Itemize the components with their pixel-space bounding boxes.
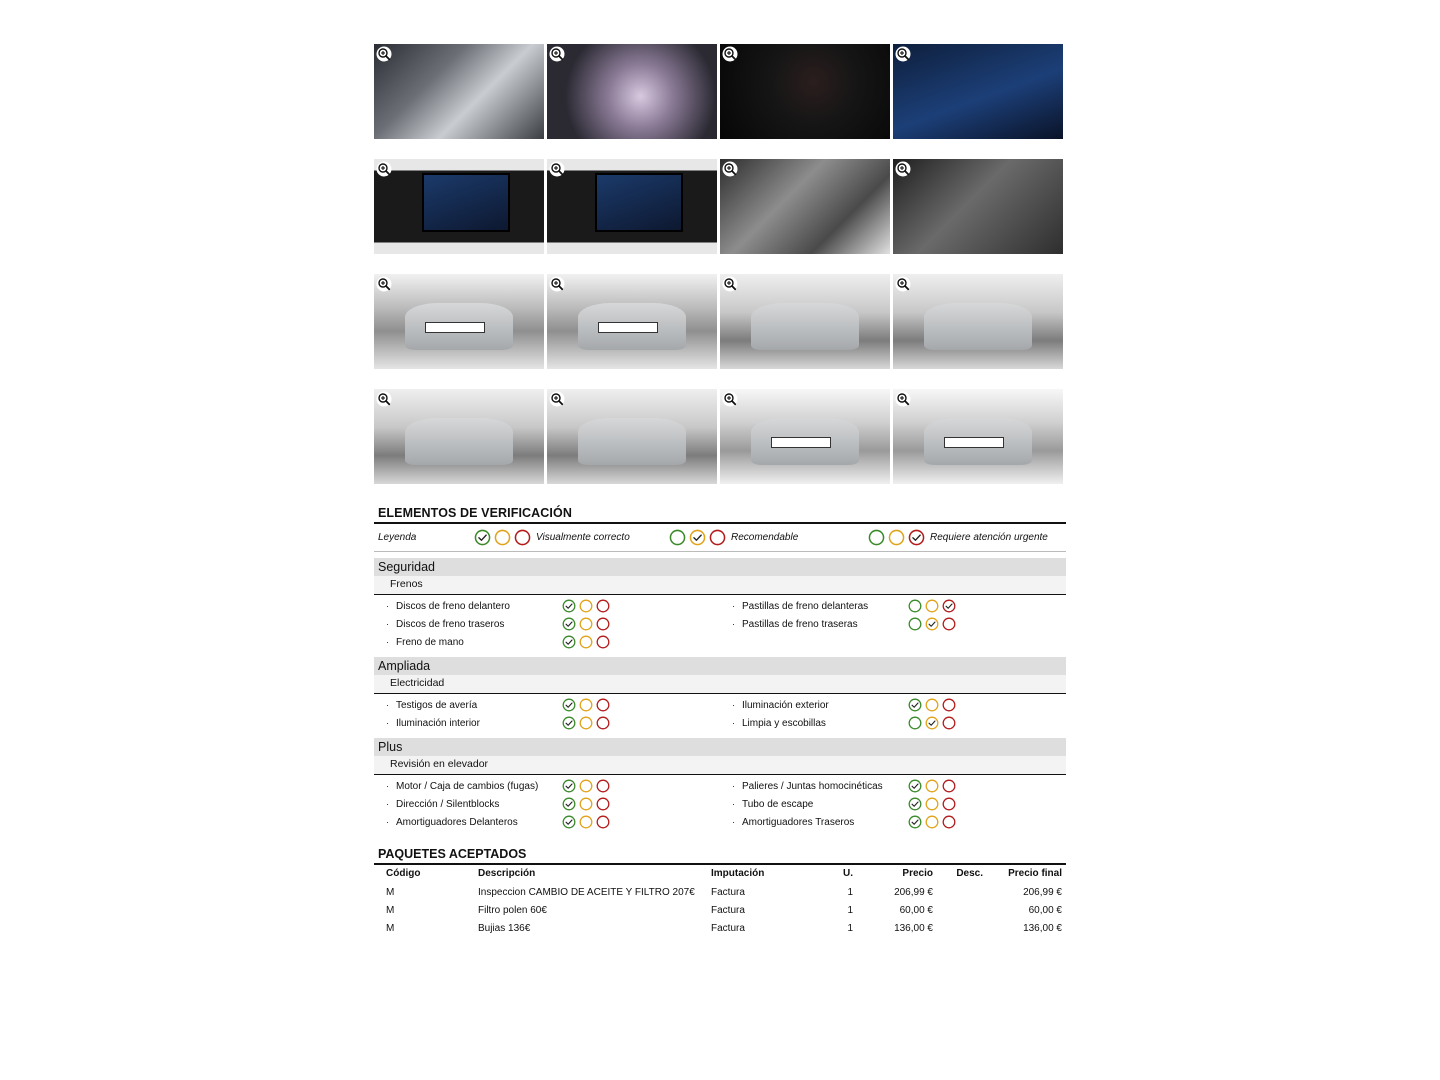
- check-items: [374, 595, 1066, 651]
- engine-bay-photo-2[interactable]: [893, 159, 1063, 254]
- red-status-circle-icon: [942, 797, 956, 811]
- bullet: ·: [386, 637, 389, 647]
- red-status-circle-icon: [596, 779, 610, 793]
- bullet: ·: [732, 601, 735, 611]
- license-plate: [771, 437, 831, 448]
- header-discount: Desc.: [956, 868, 983, 879]
- red-status-circle-icon: [596, 698, 610, 712]
- check-item: [374, 633, 720, 651]
- green-status-circle-icon: [908, 617, 922, 631]
- bullet: ·: [732, 817, 735, 827]
- red-status-circle-icon: [709, 529, 726, 546]
- zoom-in-icon[interactable]: [549, 391, 565, 407]
- check-item-label: Amortiguadores Traseros: [742, 816, 855, 828]
- header-imputation: Imputación: [711, 868, 765, 879]
- inspection-report: [374, 44, 1066, 937]
- speedometer-photo[interactable]: [720, 44, 890, 139]
- cell-imp: Factura: [711, 887, 745, 898]
- bullet: ·: [386, 700, 389, 710]
- check-item: [720, 714, 1066, 732]
- bullet: ·: [732, 700, 735, 710]
- red-status-circle-icon: [596, 617, 610, 631]
- yellow-status-circle-icon: [925, 815, 939, 829]
- table-row: [374, 883, 1066, 901]
- bullet: ·: [386, 619, 389, 629]
- cell-code: M: [386, 905, 395, 916]
- status-icons: [908, 716, 956, 730]
- yellow-status-circle-icon: [579, 779, 593, 793]
- cell-final: 206,99 €: [1023, 887, 1062, 898]
- yellow-status-circle-icon: [925, 779, 939, 793]
- status-icons: [562, 779, 610, 793]
- side-view-photo-2[interactable]: [547, 389, 717, 484]
- yellow-status-circle-icon: [579, 617, 593, 631]
- verification-categories: [374, 558, 1066, 831]
- side-view-photo-1[interactable]: [893, 274, 1063, 369]
- rear-view-photo[interactable]: [893, 389, 1063, 484]
- subcategory-header: Frenos: [374, 576, 1066, 595]
- header-units: U.: [843, 868, 853, 879]
- cell-imp: Factura: [711, 905, 745, 916]
- rear-left-view-photo[interactable]: [720, 389, 890, 484]
- check-item: [720, 615, 1066, 633]
- yellow-status-circle-icon: [579, 815, 593, 829]
- subcategory-header: Revisión en elevador: [374, 756, 1066, 775]
- red-status-circle-icon: [514, 529, 531, 546]
- front-wheel-photo[interactable]: [374, 389, 544, 484]
- red-status-circle-icon: [596, 815, 610, 829]
- check-item-label: Tubo de escape: [742, 798, 814, 810]
- zoom-in-icon[interactable]: [895, 161, 911, 177]
- bullet: ·: [732, 718, 735, 728]
- yellow-status-circle-icon: [925, 698, 939, 712]
- table-row: [374, 901, 1066, 919]
- green-status-circle-icon: [562, 599, 576, 613]
- status-icons: [562, 815, 610, 829]
- engine-bay-photo-1[interactable]: [720, 159, 890, 254]
- check-item-label: Iluminación interior: [396, 717, 480, 729]
- zoom-in-icon[interactable]: [376, 46, 392, 62]
- check-item: [720, 597, 1066, 615]
- subcategory-header: Electricidad: [374, 675, 1066, 694]
- legend-ok-text: Visualmente correcto: [536, 532, 630, 543]
- check-item: [374, 795, 720, 813]
- packages-title: PAQUETES ACEPTADOS: [374, 847, 1066, 865]
- front-view-photo-2[interactable]: [547, 274, 717, 369]
- service-screen-photo[interactable]: [893, 44, 1063, 139]
- license-plate: [425, 322, 485, 333]
- check-item-label: Palieres / Juntas homocinéticas: [742, 780, 883, 792]
- check-item: [374, 696, 720, 714]
- yellow-status-circle-icon: [925, 797, 939, 811]
- green-status-circle-icon: [908, 716, 922, 730]
- green-status-circle-icon: [908, 599, 922, 613]
- red-status-circle-icon: [596, 797, 610, 811]
- cell-price: 60,00 €: [899, 905, 933, 916]
- category-header: Seguridad: [374, 558, 1066, 576]
- car-shape: [405, 418, 514, 466]
- status-icons: [908, 617, 956, 631]
- infotainment-screen: [595, 173, 683, 232]
- legend-row: [374, 524, 1066, 552]
- green-status-circle-icon: [868, 529, 885, 546]
- check-item: [374, 597, 720, 615]
- check-item-label: Limpia y escobillas: [742, 717, 826, 729]
- check-item: [720, 795, 1066, 813]
- green-status-circle-icon: [562, 797, 576, 811]
- legend-label: Leyenda: [378, 532, 417, 543]
- red-status-circle-icon: [942, 617, 956, 631]
- cell-desc: Inspeccion CAMBIO DE ACEITE Y FILTRO 207€: [478, 887, 695, 898]
- cell-disc: [937, 883, 987, 901]
- zoom-in-icon[interactable]: [549, 46, 565, 62]
- packages-table: [374, 865, 1066, 937]
- check-item: [374, 714, 720, 732]
- green-status-circle-icon: [908, 815, 922, 829]
- cell-desc: Filtro polen 60€: [478, 905, 547, 916]
- status-icons-urgent: [868, 529, 925, 546]
- zoom-in-icon[interactable]: [722, 46, 738, 62]
- header-final-price: Precio final: [1008, 868, 1062, 879]
- yellow-status-circle-icon: [494, 529, 511, 546]
- cell-price: 206,99 €: [894, 887, 933, 898]
- yellow-status-circle-icon: [925, 617, 939, 631]
- table-row: [374, 919, 1066, 937]
- yellow-status-circle-icon: [925, 599, 939, 613]
- status-icons: [562, 599, 610, 613]
- check-item: [720, 813, 1066, 831]
- instrument-cluster-photo[interactable]: [547, 44, 717, 139]
- yellow-status-circle-icon: [925, 716, 939, 730]
- license-plate: [598, 322, 658, 333]
- car-shape: [578, 418, 687, 466]
- bullet: ·: [732, 781, 735, 791]
- infotainment-info-photo[interactable]: [547, 159, 717, 254]
- bullet: ·: [386, 781, 389, 791]
- cell-final: 136,00 €: [1023, 923, 1062, 934]
- status-icons: [908, 815, 956, 829]
- check-items: [374, 775, 1066, 831]
- infotainment-service-photo[interactable]: [374, 159, 544, 254]
- red-status-circle-icon: [596, 716, 610, 730]
- green-status-circle-icon: [908, 797, 922, 811]
- packages-header-row: [374, 865, 1066, 883]
- cell-code: M: [386, 887, 395, 898]
- verification-title: ELEMENTOS DE VERIFICACIÓN: [374, 506, 1066, 524]
- cell-u: 1: [847, 905, 853, 916]
- header-price: Precio: [902, 868, 933, 879]
- check-item-label: Dirección / Silentblocks: [396, 798, 500, 810]
- category-header: Plus: [374, 738, 1066, 756]
- status-icons-recommended: [669, 529, 726, 546]
- status-icons: [562, 797, 610, 811]
- yellow-status-circle-icon: [579, 716, 593, 730]
- check-item: [720, 696, 1066, 714]
- cell-price: 136,00 €: [894, 923, 933, 934]
- bullet: ·: [386, 817, 389, 827]
- status-icons: [908, 797, 956, 811]
- zoom-in-icon[interactable]: [376, 276, 392, 292]
- check-item: [374, 777, 720, 795]
- zoom-in-icon[interactable]: [722, 276, 738, 292]
- bullet: ·: [386, 799, 389, 809]
- check-item: [374, 813, 720, 831]
- zoom-in-icon[interactable]: [376, 391, 392, 407]
- status-icons-ok: [474, 529, 531, 546]
- red-status-circle-icon: [596, 599, 610, 613]
- yellow-status-circle-icon: [579, 797, 593, 811]
- red-status-circle-icon: [942, 779, 956, 793]
- zoom-in-icon[interactable]: [895, 276, 911, 292]
- status-icons: [562, 635, 610, 649]
- zoom-in-icon[interactable]: [895, 391, 911, 407]
- green-status-circle-icon: [908, 698, 922, 712]
- front-view-photo-1[interactable]: [374, 274, 544, 369]
- interior-dashboard-photo[interactable]: [374, 44, 544, 139]
- legend-ok: [474, 529, 669, 546]
- zoom-in-icon[interactable]: [376, 161, 392, 177]
- cell-desc: Bujias 136€: [478, 923, 531, 934]
- license-plate: [944, 437, 1004, 448]
- red-status-circle-icon: [942, 815, 956, 829]
- zoom-in-icon[interactable]: [722, 161, 738, 177]
- green-status-circle-icon: [562, 698, 576, 712]
- check-item-label: Testigos de avería: [396, 699, 478, 711]
- red-status-circle-icon: [908, 529, 925, 546]
- infotainment-screen: [422, 173, 510, 232]
- red-status-circle-icon: [942, 599, 956, 613]
- status-icons: [908, 599, 956, 613]
- status-icons: [908, 698, 956, 712]
- green-status-circle-icon: [908, 779, 922, 793]
- check-item-label: Amortiguadores Delanteros: [396, 816, 518, 828]
- cell-imp: Factura: [711, 923, 745, 934]
- check-item: [720, 777, 1066, 795]
- zoom-in-icon[interactable]: [549, 161, 565, 177]
- check-item-label: Discos de freno traseros: [396, 618, 505, 630]
- cell-code: M: [386, 923, 395, 934]
- legend-recommended: [669, 529, 868, 546]
- cell-disc: [937, 901, 987, 919]
- car-shape: [924, 303, 1033, 351]
- bullet: ·: [386, 718, 389, 728]
- green-status-circle-icon: [562, 815, 576, 829]
- yellow-status-circle-icon: [579, 698, 593, 712]
- red-status-circle-icon: [596, 635, 610, 649]
- header-code: Código: [386, 868, 421, 879]
- bullet: ·: [732, 619, 735, 629]
- bullet: ·: [732, 799, 735, 809]
- status-icons: [562, 716, 610, 730]
- bullet: ·: [386, 601, 389, 611]
- car-shape: [751, 303, 860, 351]
- status-icons: [562, 617, 610, 631]
- zoom-in-icon[interactable]: [895, 46, 911, 62]
- green-status-circle-icon: [474, 529, 491, 546]
- header-description: Descripción: [478, 868, 536, 879]
- green-status-circle-icon: [562, 617, 576, 631]
- green-status-circle-icon: [562, 716, 576, 730]
- check-item: [374, 615, 720, 633]
- front-left-view-photo[interactable]: [720, 274, 890, 369]
- red-status-circle-icon: [942, 698, 956, 712]
- yellow-status-circle-icon: [579, 599, 593, 613]
- check-items: [374, 694, 1066, 732]
- red-status-circle-icon: [942, 716, 956, 730]
- status-icons: [562, 698, 610, 712]
- green-status-circle-icon: [562, 635, 576, 649]
- green-status-circle-icon: [669, 529, 686, 546]
- legend-urgent-text: Requiere atención urgente: [930, 532, 1048, 543]
- green-status-circle-icon: [562, 779, 576, 793]
- yellow-status-circle-icon: [579, 635, 593, 649]
- photo-gallery: [374, 44, 1066, 484]
- status-icons: [908, 779, 956, 793]
- check-item-label: Motor / Caja de cambios (fugas): [396, 780, 539, 792]
- cell-u: 1: [847, 887, 853, 898]
- zoom-in-icon[interactable]: [549, 276, 565, 292]
- check-item-label: Pastillas de freno delanteras: [742, 600, 869, 612]
- yellow-status-circle-icon: [689, 529, 706, 546]
- check-item-label: Freno de mano: [396, 636, 464, 648]
- legend-recommended-text: Recomendable: [731, 532, 799, 543]
- check-item-label: Iluminación exterior: [742, 699, 829, 711]
- zoom-in-icon[interactable]: [722, 391, 738, 407]
- cell-disc: [937, 919, 987, 937]
- cell-u: 1: [847, 923, 853, 934]
- category-header: Ampliada: [374, 657, 1066, 675]
- check-item-label: Discos de freno delantero: [396, 600, 510, 612]
- legend-urgent: [868, 529, 1048, 546]
- yellow-status-circle-icon: [888, 529, 905, 546]
- cell-final: 60,00 €: [1028, 905, 1062, 916]
- check-item-label: Pastillas de freno traseras: [742, 618, 858, 630]
